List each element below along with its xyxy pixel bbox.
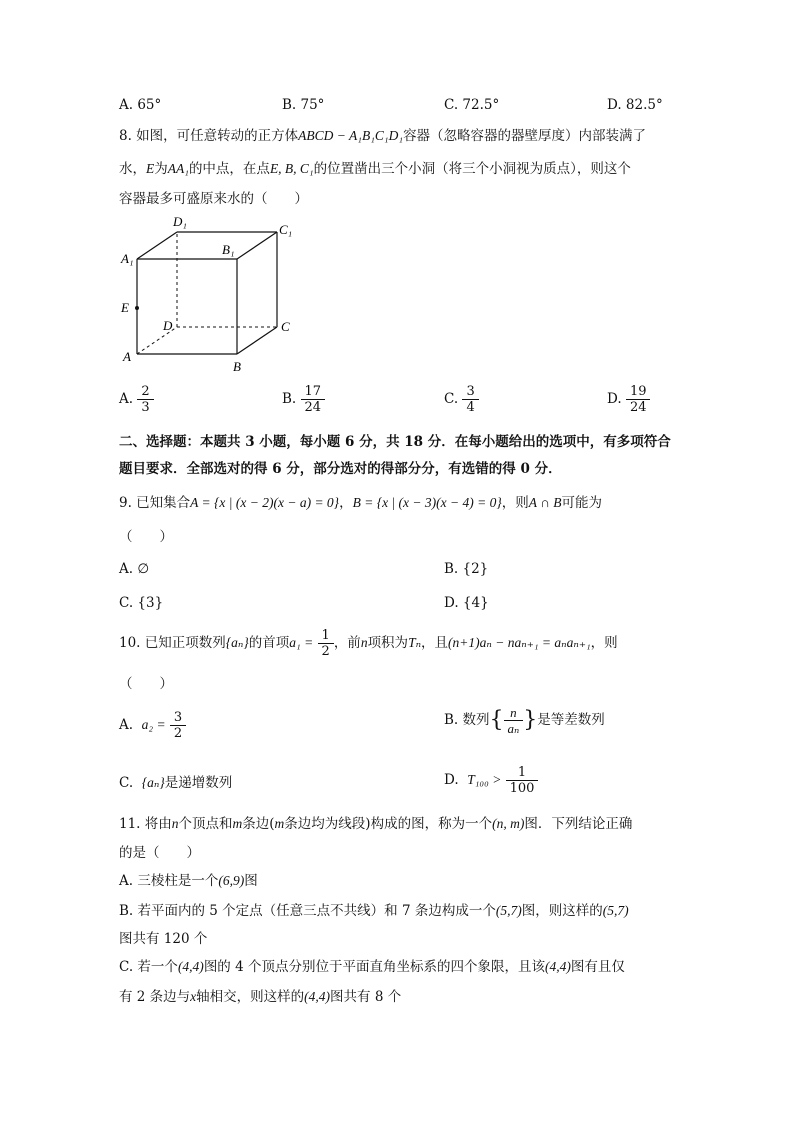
label-c1: C₁ <box>279 222 293 237</box>
label-b: B <box>233 359 241 374</box>
q8-line-1: 8. 如图，可任意转动的正方体ABCD − A₁B₁C₁D₁容器（忽略容器的器壁厚度）内部装满了 <box>119 128 647 144</box>
cube-figure <box>115 212 315 377</box>
q7-option-b: B. 75° <box>282 97 325 113</box>
section-2-line-1: 二、选择题：本题共 3 小题，每小题 6 分，共 18 分．在每小题给出的选项中，有多项符合 <box>119 434 671 450</box>
q7-option-c: C. 72.5° <box>444 97 500 113</box>
q11-option-c-line-1: C. 若一个(4,4)图的 4 个顶点分别位于平面直角坐标系的四个象限，且该(4,4)图有且仅 <box>119 959 625 975</box>
q8-line-3: 容器最多可盛原来水的（ ） <box>119 191 308 207</box>
q7-option-a: A. 65° <box>119 97 162 113</box>
label-a: A <box>123 349 131 364</box>
section-2-line-2: 题目要求．全部选对的得 6 分，部分选对的得部分分，有选错的得 0 分． <box>119 461 562 477</box>
point-e <box>135 306 139 310</box>
label-e: E <box>121 300 129 315</box>
q10-option-d-frac: $\frac{1}{100}$ <box>508 765 537 796</box>
edge-b1-c1 <box>237 232 277 259</box>
q8-option-c-frac: $\frac{3}{4}$ <box>464 384 476 415</box>
label-d: D <box>163 318 173 333</box>
q10-stem: 10. 已知正项数列{aₙ}的首项a₁ = $\frac{1}{2}$ ，前n项积为Tₙ，且(n+1)aₙ − naₙ₊₁ = aₙaₙ₊₁，则 <box>119 628 618 659</box>
q11-option-b-line-2: 图共有 120 个 <box>119 931 208 947</box>
q11-option-a: A. 三棱柱是一个(6,9)图 <box>119 873 258 889</box>
q8-option-b: B. $\frac{17}{24}$ <box>282 384 325 415</box>
q10-paren: （ ） <box>119 676 173 692</box>
label-b1: B₁ <box>222 242 235 257</box>
label-c: C <box>281 319 290 334</box>
q9-option-d: D. {4} <box>444 595 489 611</box>
q9-paren: （ ） <box>119 529 173 545</box>
q9-option-c: C. {3} <box>119 595 164 611</box>
label-d1: D₁ <box>173 214 187 229</box>
q10-option-a-frac: $\frac{3}{2}$ <box>172 710 184 741</box>
edge-a1-d1 <box>137 232 177 259</box>
q8-option-d: D. $\frac{19}{24}$ <box>607 384 650 415</box>
q8-option-b-frac: $\frac{17}{24}$ <box>303 384 324 415</box>
q8-line-2: 水，E为AA₁的中点，在点E, B, C₁的位置凿出三个小洞（将三个小洞视为质点），则这个 <box>119 161 631 177</box>
q8-option-a-frac: $\frac{2}{3}$ <box>139 384 151 415</box>
q9-option-b: B. {2} <box>444 561 489 577</box>
q10-option-a: A. a₂ = $\frac{3}{2}$ <box>119 710 186 741</box>
q9-stem: 9. 已知集合A = {x | (x − 2)(x − a) = 0}，B = {x | (x − 3)(x − 4) = 0}，则A ∩ B可能为 <box>119 495 602 511</box>
q10-option-d: D. T₁₀₀ > $\frac{1}{100}$ <box>444 765 538 796</box>
q8-option-d-frac: $\frac{19}{24}$ <box>628 384 649 415</box>
q9-option-a: A. ∅ <box>119 561 150 577</box>
q10-a1-frac: $\frac{1}{2}$ <box>320 628 332 659</box>
q11-line-2: 的是（ ） <box>119 845 200 861</box>
label-a1: A₁ <box>121 251 134 266</box>
q7-option-d: D. 82.5° <box>607 97 663 113</box>
edge-b-c <box>237 327 277 354</box>
q10-option-b-frac: $\frac{n}{\text{aₙ}}$ <box>506 705 522 736</box>
q11-option-c-line-2: 有 2 条边与x轴相交，则这样的(4,4)图共有 8 个 <box>119 989 402 1005</box>
q10-option-c: C. {aₙ}是递增数列 <box>119 775 233 791</box>
q10-option-b: B. 数列{ $\frac{n}{\text{aₙ}}$ }是等差数列 <box>444 705 605 736</box>
q11-line-1: 11. 将由n个顶点和m条边(m条边均为线段)构成的图，称为一个(n, m)图．下列结论正确 <box>119 816 633 832</box>
q11-option-b-line-1: B. 若平面内的 5 个定点（任意三点不共线）和 7 条边构成一个(5,7)图，则这样的(5,7) <box>119 903 629 919</box>
q8-option-c: C. $\frac{3}{4}$ <box>444 384 479 415</box>
q8-option-a: A. $\frac{2}{3}$ <box>119 384 154 415</box>
